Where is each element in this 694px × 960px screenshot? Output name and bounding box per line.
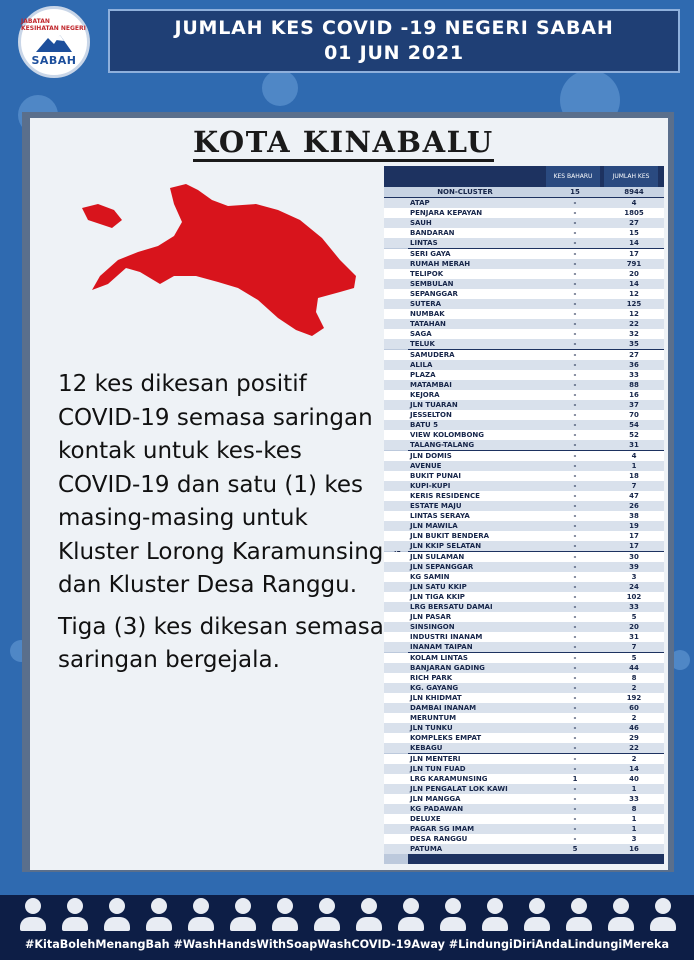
person-icon	[396, 898, 426, 934]
cell-name: SAGA	[410, 330, 432, 339]
cell-name: KG. GAYANG	[410, 683, 459, 692]
cell-new: -	[573, 380, 577, 389]
cell-new: -	[573, 471, 577, 480]
cell-new: -	[573, 532, 577, 541]
cell-name: JLN SULAMAN	[410, 552, 465, 561]
cell-new: -	[573, 512, 577, 521]
cell-total: 8	[631, 673, 637, 682]
cell-name: JLN TUN FUAD	[410, 764, 466, 773]
table-row	[384, 279, 664, 289]
table-row	[384, 844, 664, 854]
table-row	[384, 309, 664, 319]
cell-name: JLN KKIP SELATAN	[410, 542, 482, 551]
cell-name: LINTAS	[410, 239, 438, 248]
cell-name: TELIPOK	[410, 269, 444, 278]
person-icon	[186, 898, 216, 934]
cell-total: 46	[629, 724, 639, 733]
table-row	[384, 784, 664, 794]
table-row	[384, 440, 664, 450]
cell-name: MATAMBAI	[410, 380, 452, 389]
table-row	[384, 249, 664, 259]
table-row	[384, 208, 664, 218]
table-row	[384, 673, 664, 683]
table-row	[384, 552, 664, 562]
person-icon	[102, 898, 132, 934]
cell-total: 33	[629, 370, 639, 379]
table-row	[384, 420, 664, 430]
person-icon	[606, 898, 636, 934]
table-row	[384, 764, 664, 774]
cell-total: 30	[629, 552, 639, 561]
table-row	[384, 329, 664, 339]
table-row	[384, 683, 664, 693]
table-row	[384, 430, 664, 440]
cell-total: 2	[631, 714, 637, 723]
cell-total: 24	[629, 582, 639, 591]
person-icon	[480, 898, 510, 934]
cell-new: -	[573, 199, 577, 208]
cell-name: PAGAR SG IMAM	[410, 825, 475, 834]
cell-new: -	[573, 663, 577, 672]
page-title	[108, 9, 680, 73]
virus-icon	[262, 70, 298, 106]
table-row	[384, 703, 664, 713]
cell-name: PENJARA KEPAYAN	[410, 209, 483, 218]
cell-new: -	[573, 390, 577, 399]
cell-total: 16	[629, 845, 639, 854]
cell-total: 36	[629, 360, 639, 369]
person-icon	[228, 898, 258, 934]
cell-total: 3	[631, 835, 637, 844]
table-row	[384, 339, 664, 349]
cell-name: TALANG-TALANG	[410, 441, 475, 450]
table-row	[384, 410, 664, 420]
person-icon	[564, 898, 594, 934]
cell-name: TATAHAN	[410, 320, 446, 329]
cell-new: -	[573, 683, 577, 692]
cell-new: -	[573, 209, 577, 218]
table-row	[384, 390, 664, 400]
cell-total: 47	[629, 491, 639, 500]
cell-name: SAMUDERA	[410, 350, 455, 359]
table-row	[384, 380, 664, 390]
cell-new: -	[573, 481, 577, 490]
cell-total: 2	[631, 754, 637, 763]
cell-new: -	[573, 562, 577, 571]
description-paragraph-2: Tiga (3) kes dikesan semasa saringan bergejala.	[58, 613, 384, 673]
cell-total: 54	[629, 421, 639, 430]
cell-total: 17	[629, 532, 639, 541]
cell-new: -	[573, 623, 577, 632]
cell-name: BANJARAN GADING	[410, 663, 485, 672]
cell-new: -	[573, 805, 577, 814]
logo-text: SABAH	[31, 53, 77, 67]
cell-new: -	[573, 714, 577, 723]
title-heading: JUMLAH KES COVID -19 NEGERI SABAH	[174, 17, 614, 39]
cell-new: -	[573, 764, 577, 773]
cell-name: KG PADAWAN	[410, 805, 464, 814]
cell-total: 35	[629, 340, 639, 349]
cell-total: 52	[629, 431, 639, 440]
table-row	[384, 572, 664, 582]
cell-total: 31	[629, 441, 639, 450]
cell-new: -	[573, 249, 577, 258]
table-row	[384, 713, 664, 723]
cell-total: 88	[629, 380, 639, 389]
cell-total: 18	[629, 471, 639, 480]
cell-name: JLN MANGGA	[410, 794, 461, 803]
table-header	[546, 166, 664, 187]
table-row	[384, 582, 664, 592]
cell-name: SEPANGGAR	[410, 289, 458, 298]
cell-new: -	[573, 229, 577, 238]
cell-total: 31	[629, 633, 639, 642]
cell-new: 5	[572, 845, 578, 854]
cell-new: -	[573, 542, 577, 551]
cell-new: -	[573, 279, 577, 288]
cell-new: -	[573, 370, 577, 379]
cell-total: 8	[631, 805, 637, 814]
table-row	[384, 743, 664, 753]
cell-new: -	[573, 269, 577, 278]
cell-name: TELUK	[410, 340, 435, 349]
cell-total: 791	[626, 259, 642, 268]
cell-total: 14	[629, 764, 639, 773]
table-row	[384, 733, 664, 743]
person-icon	[522, 898, 552, 934]
person-icon	[270, 898, 300, 934]
table-row	[384, 451, 664, 461]
cell-name: INDUSTRI INANAM	[410, 633, 483, 642]
cell-new: -	[573, 603, 577, 612]
cell-total: 29	[629, 734, 639, 743]
cell-total: 26	[629, 502, 639, 511]
cell-new: -	[573, 320, 577, 329]
cell-name: RICH PARK	[410, 673, 453, 682]
cell-new: -	[573, 451, 577, 460]
cell-total: 70	[629, 411, 639, 420]
cell-total: 1	[631, 825, 637, 834]
table-row	[384, 259, 664, 269]
cell-name: JLN PASAR	[410, 613, 452, 622]
cell-total: 4	[631, 451, 637, 460]
cell-new: -	[573, 582, 577, 591]
cell-new: -	[573, 431, 577, 440]
cell-total: 44	[629, 663, 639, 672]
cell-name: DESA RANGGU	[410, 835, 468, 844]
table-row	[384, 198, 664, 208]
cell-name: DAMBAI INANAM	[410, 704, 477, 713]
cell-total: 37	[629, 401, 639, 410]
cell-new: -	[573, 330, 577, 339]
cell-total: 20	[629, 623, 639, 632]
cell-total: 1	[631, 784, 637, 793]
cell-name: JLN MAWILA	[410, 522, 458, 531]
cell-new: -	[573, 744, 577, 753]
cell-name: JLN KHIDMAT	[410, 693, 462, 702]
table-row	[384, 269, 664, 279]
cell-new: -	[573, 239, 577, 248]
table-row	[384, 360, 664, 370]
table-row	[384, 531, 664, 541]
hashtags: #KitaBolehMenangBah #WashHandsWithSoapWashCOVID-19Away #LindungiDiriAndaLindungiMereka	[24, 938, 670, 951]
cell-new: -	[573, 441, 577, 450]
table-row	[384, 471, 664, 481]
cell-name: KG SAMIN	[410, 572, 450, 581]
table-row	[384, 370, 664, 380]
person-icon	[60, 898, 90, 934]
non-cluster-total: 8944	[624, 188, 644, 197]
cell-total: 12	[629, 310, 639, 319]
person-icon	[648, 898, 678, 934]
table-row	[384, 754, 664, 764]
cell-name: LINTAS SERAYA	[410, 512, 470, 521]
table-row	[384, 723, 664, 733]
cell-total: 16	[629, 390, 639, 399]
cell-new: -	[573, 401, 577, 410]
cell-new: -	[573, 259, 577, 268]
cell-total: 20	[629, 269, 639, 278]
table-row	[384, 218, 664, 228]
cell-total: 27	[629, 219, 639, 228]
cell-new: -	[573, 835, 577, 844]
table-row	[384, 693, 664, 703]
cell-total: 102	[626, 592, 642, 601]
cell-name: SEMBULAN	[410, 279, 454, 288]
cell-total: 7	[631, 481, 637, 490]
cell-name: INANAM TAIPAN	[410, 643, 473, 652]
cell-total: 1	[631, 461, 637, 470]
cell-total: 19	[629, 522, 639, 531]
table-row	[384, 592, 664, 602]
person-icon	[312, 898, 342, 934]
cell-name: JLN DOMIS	[410, 451, 452, 460]
cell-name: JLN TUNKU	[410, 724, 453, 733]
cell-total: 5	[631, 613, 637, 622]
cell-name: SUTERA	[410, 300, 442, 309]
cell-new: -	[573, 653, 577, 662]
table-row	[384, 501, 664, 511]
cell-total: 12	[629, 289, 639, 298]
cell-name: ATAP	[410, 199, 430, 208]
cell-name: BANDARAN	[410, 229, 455, 238]
cell-name: JLN MENTERI	[410, 754, 461, 763]
cell-total: 39	[629, 562, 639, 571]
cell-new: -	[573, 421, 577, 430]
cell-name: ALILA	[410, 360, 433, 369]
cell-name: SINSINGON	[410, 623, 455, 632]
cell-name: JLN BUKIT BENDERA	[410, 532, 489, 541]
cell-new: -	[573, 502, 577, 511]
frontliner-people-icon	[18, 898, 678, 934]
cell-name: JLN SEPANGGAR	[410, 562, 474, 571]
cell-name: JLN SATU KKIP	[410, 582, 467, 591]
cell-name: SERI GAYA	[410, 249, 451, 258]
table-row	[384, 794, 664, 804]
cell-name: AVENUE	[410, 461, 442, 470]
cell-name: KOLAM LINTAS	[410, 653, 468, 662]
cell-new: -	[573, 724, 577, 733]
mountain-icon	[34, 32, 74, 54]
cell-new: -	[573, 300, 577, 309]
table-row	[384, 491, 664, 501]
header-total-cases: JUMLAH KES	[604, 166, 658, 187]
cell-name: VIEW KOLOMBONG	[410, 431, 485, 440]
cell-name: DELUXE	[410, 815, 441, 824]
cell-new: -	[573, 592, 577, 601]
cell-new: -	[573, 491, 577, 500]
cell-total: 125	[626, 300, 642, 309]
cell-name: KUPI-KUPI	[410, 481, 451, 490]
cell-total: 14	[629, 279, 639, 288]
cell-total: 2	[631, 683, 637, 692]
table-row	[384, 541, 664, 551]
cluster-table	[384, 166, 664, 864]
cell-new: -	[573, 340, 577, 349]
cell-new: -	[573, 613, 577, 622]
table-row	[384, 814, 664, 824]
header-new-cases: KES BAHARU	[546, 166, 600, 187]
cell-total: 22	[629, 744, 639, 753]
cell-total: 5	[631, 653, 637, 662]
person-icon	[144, 898, 174, 934]
cell-name: JESSELTON	[410, 411, 452, 420]
cell-new: -	[573, 815, 577, 824]
kota-kinabalu-map-icon	[78, 180, 368, 340]
table-row	[384, 289, 664, 299]
cell-total: 17	[629, 249, 639, 258]
cell-new: -	[573, 794, 577, 803]
cell-total: 17	[629, 542, 639, 551]
cell-name: SAUH	[410, 219, 432, 228]
cell-new: -	[573, 633, 577, 642]
cell-new: -	[573, 734, 577, 743]
non-cluster-row	[384, 187, 664, 197]
person-icon	[18, 898, 48, 934]
person-icon	[438, 898, 468, 934]
cell-name: ESTATE MAJU	[410, 502, 462, 511]
cell-name: PLAZA	[410, 370, 436, 379]
table-row	[384, 804, 664, 814]
cell-name: JLN PENGALAT LOK KAWI	[410, 784, 508, 793]
cell-name: BUKIT PUNAI	[410, 471, 461, 480]
cell-name: KERIS RESIDENCE	[410, 491, 480, 500]
cell-new: 1	[572, 774, 578, 783]
table-row	[384, 511, 664, 521]
cell-new: -	[573, 673, 577, 682]
cell-name: KOMPLEKS EMPAT	[410, 734, 482, 743]
table-row	[384, 238, 664, 248]
cell-total: 7	[631, 643, 637, 652]
cell-total: 33	[629, 794, 639, 803]
cell-new: -	[573, 552, 577, 561]
cell-name: RUMAH MERAH	[410, 259, 471, 268]
case-description	[58, 368, 388, 686]
cell-total: 38	[629, 512, 639, 521]
table-row	[384, 642, 664, 652]
table-row	[384, 774, 664, 784]
cell-new: -	[573, 704, 577, 713]
table-row	[384, 319, 664, 329]
cell-new: -	[573, 754, 577, 763]
table-row	[384, 622, 664, 632]
cell-new: -	[573, 289, 577, 298]
cell-name: PATUMA	[410, 845, 443, 854]
cell-total: 32	[629, 330, 639, 339]
cell-new: -	[573, 411, 577, 420]
cell-total: 1	[631, 815, 637, 824]
cell-new: -	[573, 350, 577, 359]
cell-name: LRG KARAMUNSING	[410, 774, 488, 783]
cell-new: -	[573, 461, 577, 470]
table-row	[384, 834, 664, 844]
cell-total: 60	[629, 704, 639, 713]
district-title: KOTA KINABALU	[193, 126, 494, 162]
cell-new: -	[573, 784, 577, 793]
table-row	[384, 350, 664, 360]
table-row	[384, 602, 664, 612]
title-date: 01 JUN 2021	[324, 42, 464, 64]
table-row	[384, 824, 664, 834]
table-row	[384, 400, 664, 410]
cell-new: -	[573, 643, 577, 652]
sabah-health-logo	[18, 6, 90, 78]
cell-new: -	[573, 310, 577, 319]
cell-name: JLN TUARAN	[410, 401, 458, 410]
table-row	[384, 481, 664, 491]
cell-total: 22	[629, 320, 639, 329]
cell-total: 192	[626, 693, 642, 702]
table-row	[384, 521, 664, 531]
description-paragraph-1: 12 kes dikesan positif COVID-19 semasa saringan kontak untuk kes-kes COVID-19 dan satu (1) kes masing-masing untuk Kluster Lorong Karamunsing dan Kluster Desa Ranggu.	[58, 371, 384, 598]
cell-new: -	[573, 572, 577, 581]
cell-total: 33	[629, 603, 639, 612]
table-row	[384, 632, 664, 642]
cell-name: JLN TIGA KKIP	[410, 592, 465, 601]
cell-total: 14	[629, 239, 639, 248]
cell-new: -	[573, 693, 577, 702]
cell-new: -	[573, 522, 577, 531]
cell-total: 27	[629, 350, 639, 359]
table-row	[384, 653, 664, 663]
cell-total: 3	[631, 572, 637, 581]
non-cluster-name: NON-CLUSTER	[437, 188, 493, 197]
cell-total: 1805	[624, 209, 644, 218]
table-row	[384, 299, 664, 309]
cell-name: KEBAGU	[410, 744, 443, 753]
cell-new: -	[573, 219, 577, 228]
non-cluster-new: 15	[570, 188, 580, 197]
cell-name: KEJORA	[410, 390, 440, 399]
cell-name: MERUNTUM	[410, 714, 457, 723]
table-row	[384, 663, 664, 673]
person-icon	[354, 898, 384, 934]
cell-total: 15	[629, 229, 639, 238]
table-row	[384, 461, 664, 471]
cell-name: LRG BERSATU DAMAI	[410, 603, 493, 612]
cell-name: NUMBAK	[410, 310, 445, 319]
cell-new: -	[573, 360, 577, 369]
cell-total: 4	[631, 199, 637, 208]
logo-tagline: JABATAN KESIHATAN NEGERI	[21, 17, 86, 32]
cell-total: 40	[629, 774, 639, 783]
table-row	[384, 228, 664, 238]
cell-new: -	[573, 825, 577, 834]
cell-name: BATU 5	[410, 421, 438, 430]
table-row	[384, 612, 664, 622]
table-row	[384, 562, 664, 572]
